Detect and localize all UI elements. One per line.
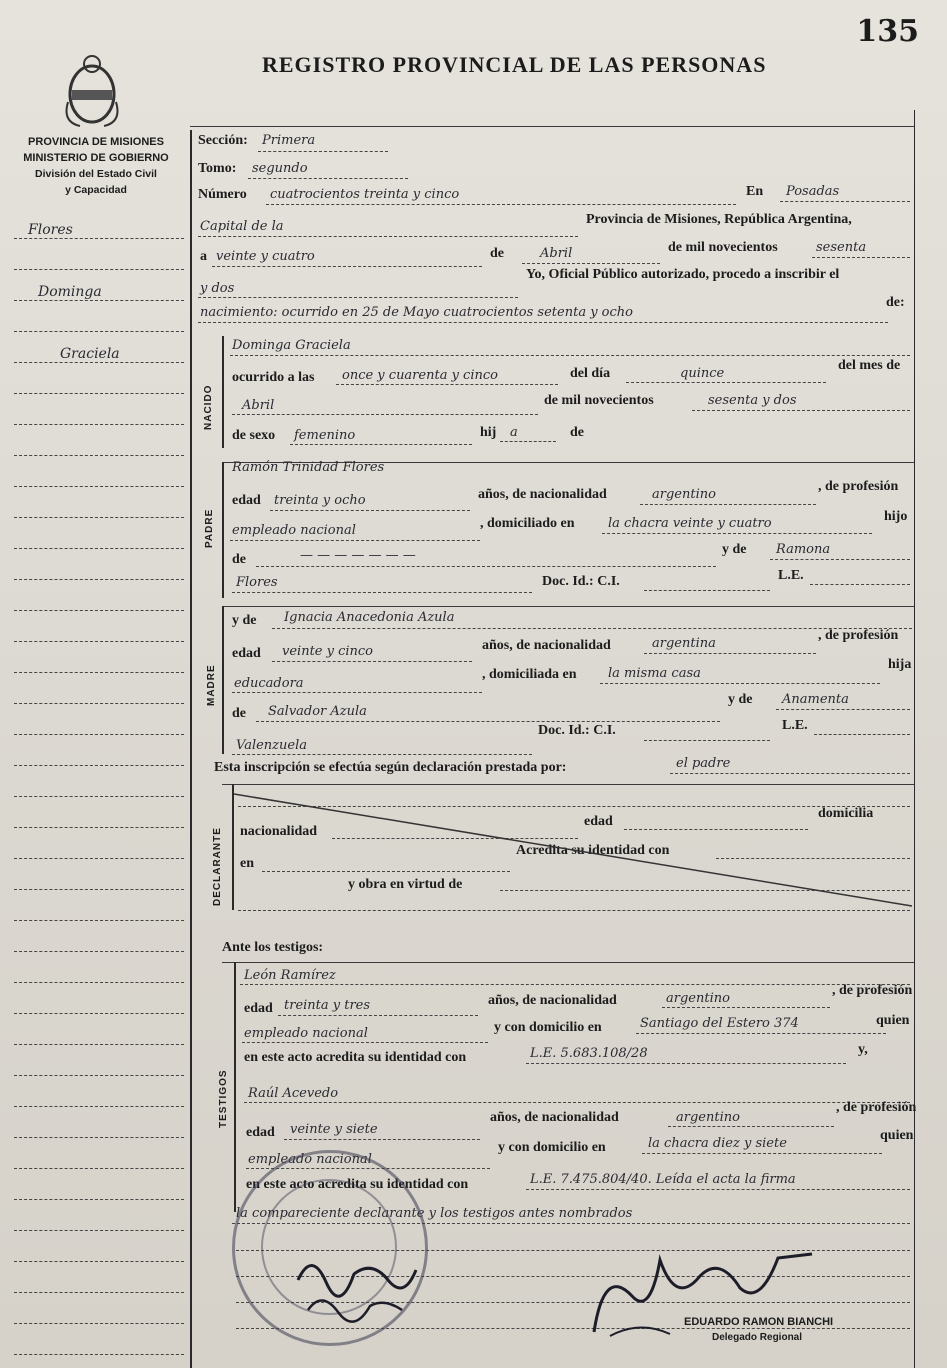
tomo-label: Tomo: bbox=[198, 161, 237, 176]
madre-y-de-value: Anamenta bbox=[782, 692, 849, 707]
national-crest-icon bbox=[60, 52, 124, 130]
madre-prof-line bbox=[232, 692, 482, 693]
margin-ruled-line bbox=[14, 1075, 184, 1076]
de2-label: de bbox=[570, 425, 584, 440]
padre-nac-line bbox=[640, 504, 816, 505]
t2-edad-label: edad bbox=[246, 1125, 275, 1140]
padre-y-de-value: Ramona bbox=[776, 542, 831, 557]
t2-dom-value: la chacra diez y siete bbox=[648, 1136, 787, 1151]
acta-line bbox=[198, 322, 888, 323]
madre-domiciliada-label: , domiciliada en bbox=[482, 667, 577, 682]
nombre-line bbox=[230, 355, 910, 356]
madre-edad-value: veinte y cinco bbox=[282, 644, 374, 659]
margin-ruled-line bbox=[14, 300, 184, 301]
padre-le-label: L.E. bbox=[778, 568, 804, 583]
t1-doc-value: L.E. 5.683.108/28 bbox=[530, 1046, 648, 1061]
margin-ruled-line bbox=[14, 1292, 184, 1293]
madre-ci-line bbox=[644, 740, 770, 741]
document-title: REGISTRO PROVINCIAL DE LAS PERSONAS bbox=[262, 52, 767, 77]
margin-nombre1: Dominga bbox=[38, 284, 102, 300]
margin-divider bbox=[190, 130, 192, 1368]
padre-prof-line bbox=[230, 540, 480, 541]
madre-nac-line bbox=[644, 653, 816, 654]
numero-value: cuatrocientos treinta y cinco bbox=[270, 187, 460, 202]
margin-ruled-line bbox=[14, 920, 184, 921]
margin-ruled-line bbox=[14, 827, 184, 828]
t1-edad-label: edad bbox=[244, 1001, 273, 1016]
margin-ruled-line bbox=[14, 1106, 184, 1107]
margin-ruled-line bbox=[14, 424, 184, 425]
mes-nac-line bbox=[232, 414, 538, 415]
margin-ruled-line bbox=[14, 1261, 184, 1262]
padre-edad-label: edad bbox=[232, 493, 261, 508]
nacido-bracket bbox=[222, 336, 224, 448]
t1-edad-value: treinta y tres bbox=[284, 998, 371, 1013]
registrar-name: EDUARDO RAMON BIANCHI bbox=[684, 1316, 834, 1328]
t1-nombre-line bbox=[240, 984, 910, 985]
lugar-value: Capital de la bbox=[200, 219, 284, 234]
domicilia-label: domicilia bbox=[818, 806, 874, 821]
issuing-office bbox=[6, 134, 186, 198]
t2-edad-line bbox=[284, 1139, 480, 1140]
padre-de-line bbox=[256, 566, 716, 567]
madre-de-value: Salvador Azula bbox=[268, 704, 367, 719]
madre-dom-value: la misma casa bbox=[608, 666, 701, 681]
madre-y-de-line bbox=[776, 709, 910, 710]
anio-nac-value: sesenta y dos bbox=[708, 393, 797, 408]
margin-ruled-line bbox=[14, 1044, 184, 1045]
madre-apellido-line bbox=[232, 754, 532, 755]
lugar-line bbox=[198, 236, 578, 237]
t2-nac-value: argentino bbox=[676, 1110, 740, 1125]
t2-prof-value: empleado nacional bbox=[248, 1152, 372, 1167]
padre-bracket bbox=[222, 462, 224, 598]
top-border bbox=[190, 126, 914, 127]
madre-y-de-label: y de bbox=[232, 613, 257, 628]
acta-value: nacimiento: ocurrido en 25 de Mayo cuatrocientos setenta y ocho bbox=[200, 305, 633, 320]
t2-doc-line bbox=[526, 1189, 910, 1190]
ocurrido-label: ocurrido a las bbox=[232, 370, 315, 385]
padre-nombre-value: Ramón Trinidad Flores bbox=[232, 460, 385, 475]
testigos-side-label: TESTIGOS bbox=[218, 1069, 229, 1128]
dia-value: veinte y cuatro bbox=[216, 249, 315, 264]
dia-nac-line bbox=[626, 382, 826, 383]
dia-line bbox=[212, 266, 482, 267]
margin-ruled-line bbox=[14, 982, 184, 983]
t1-doc-line bbox=[526, 1063, 846, 1064]
t1-nac-value: argentino bbox=[666, 991, 730, 1006]
anio2-line bbox=[198, 297, 518, 298]
mes-value: Abril bbox=[540, 246, 573, 261]
margin-ruled-line bbox=[14, 331, 184, 332]
margin-ruled-line bbox=[14, 672, 184, 673]
del-dia-label: del día bbox=[570, 366, 611, 381]
tomo-line bbox=[248, 178, 408, 179]
ministry-name: MINISTERIO DE GOBIERNO bbox=[23, 152, 169, 164]
madre-anos-label: años, de nacionalidad bbox=[482, 638, 611, 653]
t2-edad-value: veinte y siete bbox=[290, 1122, 378, 1137]
padre-edad-line bbox=[270, 510, 470, 511]
mil-novecientos2-label: de mil novecientos bbox=[544, 393, 654, 408]
margin-ruled-line bbox=[14, 858, 184, 859]
anio-value: sesenta bbox=[816, 240, 867, 255]
tomo-value: segundo bbox=[252, 161, 308, 176]
padre-profesion-label: , de profesión bbox=[818, 479, 899, 494]
margin-ruled-line bbox=[14, 548, 184, 549]
t1-prof-line bbox=[242, 1042, 488, 1043]
official-signature-icon bbox=[580, 1236, 820, 1346]
margin-ruled-line bbox=[14, 734, 184, 735]
madre-prof-value: educadora bbox=[234, 676, 304, 691]
margin-ruled-line bbox=[14, 455, 184, 456]
padre-side-label: PADRE bbox=[204, 508, 215, 548]
mes-line bbox=[522, 263, 660, 264]
anio2-value: y dos bbox=[200, 281, 235, 296]
hij-suffix-value: a bbox=[510, 425, 518, 440]
margin-ruled-line bbox=[14, 1013, 184, 1014]
seccion-line bbox=[258, 151, 388, 152]
hij-label: hij bbox=[480, 425, 497, 440]
provincia-label: Provincia de Misiones, República Argentina, bbox=[586, 212, 852, 227]
madre-nombre-value: Ignacia Anacedonia Azula bbox=[284, 610, 455, 625]
declarante-value: el padre bbox=[676, 756, 731, 771]
witness-signature-icon bbox=[292, 1240, 422, 1330]
madre-de-label: de bbox=[232, 706, 246, 721]
margin-ruled-line bbox=[14, 393, 184, 394]
sexo-line bbox=[290, 444, 472, 445]
madre-le-label: L.E. bbox=[782, 718, 808, 733]
margin-ruled-line bbox=[14, 703, 184, 704]
de-sexo-label: de sexo bbox=[232, 428, 276, 443]
en-line bbox=[780, 201, 910, 202]
registrar-role: Delegado Regional bbox=[712, 1332, 803, 1343]
hora-value: once y cuarenta y cinco bbox=[342, 368, 498, 383]
madre-doc-label: Doc. Id.: C.I. bbox=[538, 723, 616, 738]
madre-nac-value: argentina bbox=[652, 636, 716, 651]
en-d-label: en bbox=[240, 856, 254, 871]
en-value: Posadas bbox=[786, 184, 840, 199]
division-name: División del Estado Civil bbox=[35, 168, 157, 180]
padre-dom-value: la chacra veinte y cuatro bbox=[608, 516, 772, 531]
t2-nombre-line bbox=[244, 1102, 910, 1103]
en-label: En bbox=[746, 184, 764, 199]
acredita-label: Acredita su identidad con bbox=[516, 843, 670, 858]
padre-de-value: — — — — — — — bbox=[300, 548, 416, 563]
inscripcion-line bbox=[670, 773, 910, 774]
padre-dom-line bbox=[602, 533, 872, 534]
margin-nombre2: Graciela bbox=[60, 346, 120, 362]
padre-domiciliado-label: , domiciliado en bbox=[480, 516, 575, 531]
inscripcion-label: Esta inscripción se efectúa según declaración prestada por: bbox=[214, 760, 567, 775]
padre-prof-value: empleado nacional bbox=[232, 523, 356, 538]
padre-doc-label: Doc. Id.: C.I. bbox=[542, 574, 620, 589]
margin-ruled-line bbox=[14, 579, 184, 580]
t2-dom-line bbox=[642, 1153, 882, 1154]
a-label: a bbox=[200, 249, 207, 264]
testigos-bracket bbox=[234, 962, 236, 1212]
margin-ruled-line bbox=[14, 796, 184, 797]
padre-le-line bbox=[810, 584, 910, 585]
declarante-line-last bbox=[238, 910, 910, 911]
t2-nombre-value: Raúl Acevedo bbox=[248, 1086, 339, 1101]
anio-line bbox=[812, 257, 910, 258]
t2-acredita-label: en este acto acredita su identidad con bbox=[246, 1177, 469, 1192]
dia-nac-value: quince bbox=[680, 366, 725, 381]
t2-doc-value: L.E. 7.475.804/40. Leída el acta la firma bbox=[530, 1172, 796, 1187]
madre-dom-line bbox=[600, 683, 880, 684]
madre-hija-label: hija bbox=[888, 657, 912, 672]
nombre-value: Dominga Graciela bbox=[232, 338, 351, 353]
anio-nac-line bbox=[692, 410, 910, 411]
hij-line bbox=[500, 441, 556, 442]
padre-ci-line bbox=[644, 590, 770, 591]
margin-ruled-line bbox=[14, 1323, 184, 1324]
madre-y-de2-label: y de bbox=[728, 692, 753, 707]
t1-prof-value: empleado nacional bbox=[244, 1026, 368, 1041]
margin-ruled-line bbox=[14, 517, 184, 518]
hora-line bbox=[336, 384, 558, 385]
madre-divider bbox=[222, 606, 914, 607]
testigos-divider bbox=[222, 962, 914, 963]
numero-line bbox=[266, 204, 736, 205]
padre-y-de-label: y de bbox=[722, 542, 747, 557]
t1-edad-line bbox=[278, 1015, 478, 1016]
right-border bbox=[914, 110, 915, 1368]
padre-hijo-label: hijo bbox=[884, 509, 908, 524]
madre-edad-label: edad bbox=[232, 646, 261, 661]
nacionalidad-label: nacionalidad bbox=[240, 824, 318, 839]
t1-profesion-label: , de profesión bbox=[832, 983, 913, 998]
margin-ruled-line bbox=[14, 1199, 184, 1200]
margin-ruled-line bbox=[14, 1137, 184, 1138]
obra-label: y obra en virtud de bbox=[348, 877, 463, 892]
folio-number: 135 bbox=[856, 14, 919, 49]
edad-d-label: edad bbox=[584, 814, 613, 829]
madre-apellido-value: Valenzuela bbox=[236, 738, 307, 753]
t2-quien-label: quien bbox=[880, 1128, 914, 1143]
ante-testigos-label: Ante los testigos: bbox=[222, 940, 324, 955]
margin-apellido: Flores bbox=[28, 222, 73, 238]
cancel-cross-stroke bbox=[232, 784, 914, 910]
margin-ruled-line bbox=[14, 269, 184, 270]
sexo-value: femenino bbox=[294, 428, 356, 443]
madre-side-label: MADRE bbox=[206, 664, 217, 706]
seccion-value: Primera bbox=[262, 133, 316, 148]
yo-oficial-label: Yo, Oficial Público autorizado, procedo a inscribir el bbox=[526, 267, 840, 282]
t1-y-label: y, bbox=[858, 1042, 868, 1057]
padre-edad-value: treinta y ocho bbox=[274, 493, 366, 508]
madre-edad-line bbox=[272, 661, 472, 662]
margin-ruled-line bbox=[14, 641, 184, 642]
padre-apellido-line bbox=[232, 592, 532, 593]
madre-nombre-line bbox=[272, 628, 912, 629]
madre-le-line bbox=[814, 734, 910, 735]
t1-dom-value: Santiago del Estero 374 bbox=[640, 1016, 799, 1031]
padre-apellido-value: Flores bbox=[236, 575, 278, 590]
t1-quien-label: quien bbox=[876, 1013, 910, 1028]
margin-ruled-line bbox=[14, 765, 184, 766]
nacido-side-label: NACIDO bbox=[203, 384, 214, 430]
t2-anos-label: años, de nacionalidad bbox=[490, 1110, 619, 1125]
t2-profesion-label: , de profesión bbox=[836, 1100, 917, 1115]
margin-ruled-line bbox=[14, 951, 184, 952]
margin-ruled-line bbox=[14, 238, 184, 239]
numero-label: Número bbox=[198, 187, 247, 202]
padre-anos-label: años, de nacionalidad bbox=[478, 487, 607, 502]
mes-nac-value: Abril bbox=[242, 398, 275, 413]
t1-nac-line bbox=[662, 1007, 830, 1008]
margin-ruled-line bbox=[14, 610, 184, 611]
madre-bracket bbox=[222, 606, 224, 754]
seccion-label: Sección: bbox=[198, 133, 248, 148]
margin-ruled-line bbox=[14, 486, 184, 487]
padre-y-de-line bbox=[770, 559, 910, 560]
t1-dom-line bbox=[636, 1033, 886, 1034]
t1-nombre-value: León Ramírez bbox=[244, 968, 336, 983]
margin-ruled-line bbox=[14, 1354, 184, 1355]
t1-anos-label: años, de nacionalidad bbox=[488, 993, 617, 1008]
margin-ruled-line bbox=[14, 1230, 184, 1231]
de-label: de bbox=[490, 246, 504, 261]
madre-profesion-label: , de profesión bbox=[818, 628, 899, 643]
province-name: PROVINCIA DE MISIONES bbox=[28, 136, 164, 148]
t2-domicilio-label: y con domicilio en bbox=[498, 1140, 606, 1155]
division-name-2: y Capacidad bbox=[65, 184, 127, 196]
mil-novecientos-label: de mil novecientos bbox=[668, 240, 778, 255]
de-colon-label: de: bbox=[886, 295, 905, 310]
declarante-side-label: DECLARANTE bbox=[212, 827, 223, 906]
t1-acredita-label: en este acto acredita su identidad con bbox=[244, 1050, 467, 1065]
margin-ruled-line bbox=[14, 1168, 184, 1169]
margin-ruled-line bbox=[14, 362, 184, 363]
padre-nac-value: argentino bbox=[652, 487, 716, 502]
t2-nac-line bbox=[668, 1126, 834, 1127]
madre-de-line bbox=[256, 721, 720, 722]
t1-domicilio-label: y con domicilio en bbox=[494, 1020, 602, 1035]
padre-de-label: de bbox=[232, 552, 246, 567]
margin-ruled-line bbox=[14, 889, 184, 890]
cierre-value: la compareciente declarante y los testigos antes nombrados bbox=[236, 1206, 633, 1221]
del-mes-label: del mes de bbox=[838, 358, 901, 373]
